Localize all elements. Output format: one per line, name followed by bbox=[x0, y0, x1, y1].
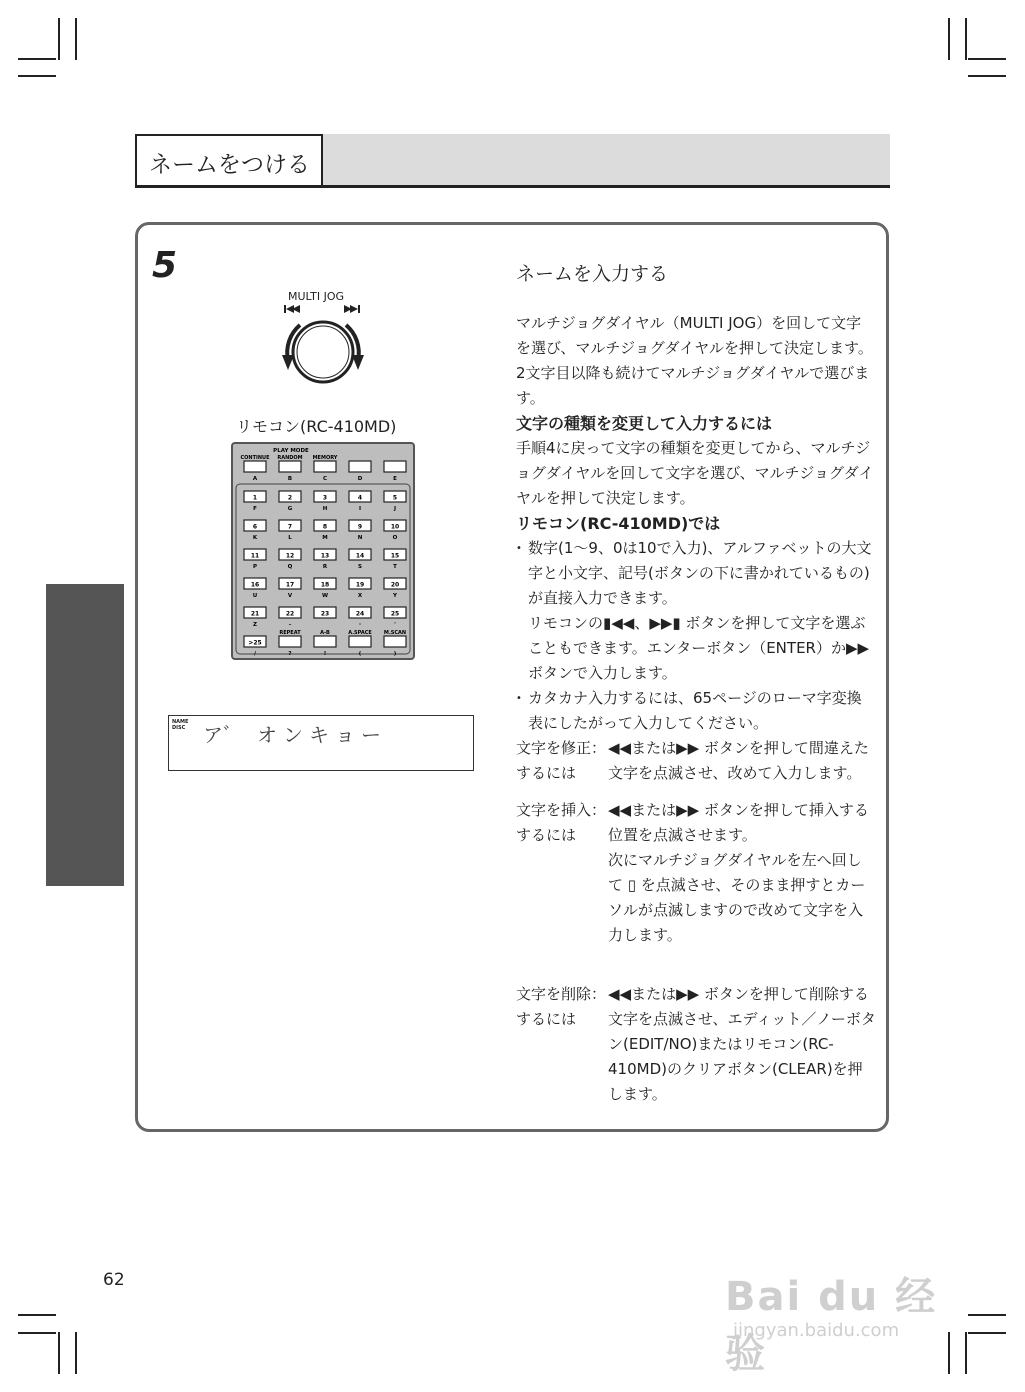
letter-label: I bbox=[358, 506, 362, 512]
watermark-main: Bai du 经验 bbox=[725, 1274, 938, 1377]
letter-label: D bbox=[357, 476, 363, 482]
intro-paragraph: マルチジョグダイヤル（MULTI JOG）を回して文字を選び、マルチジョグダイヤルを押して決定します。2文字目以降も続けてマルチジョグダイヤルで選びます。 bbox=[516, 314, 873, 407]
header-bar bbox=[323, 134, 890, 186]
crop-mark bbox=[58, 18, 60, 60]
mode-button-name: RANDOM bbox=[277, 455, 303, 461]
insert-instruction bbox=[516, 798, 876, 948]
letter-label: A bbox=[252, 476, 258, 482]
side-tab bbox=[46, 584, 124, 886]
mode-button[interactable] bbox=[314, 461, 336, 472]
letter-label: ! bbox=[323, 651, 327, 657]
letter-label: K bbox=[252, 535, 258, 541]
number-button-label: 1 bbox=[252, 494, 258, 502]
letter-label: R bbox=[322, 564, 328, 570]
page-number: 62 bbox=[103, 1270, 125, 1290]
mode-button[interactable] bbox=[349, 461, 371, 472]
function-label: A.SPACE bbox=[348, 630, 372, 636]
delete-term: 文字を削除：するには bbox=[516, 985, 607, 1028]
letter-label: O bbox=[392, 535, 398, 541]
function-label: REPEAT bbox=[279, 630, 301, 636]
section-title: ネームをつける bbox=[149, 152, 310, 178]
number-button-label: 11 bbox=[250, 552, 260, 560]
multi-jog-illustration bbox=[270, 290, 380, 390]
letter-label: / bbox=[253, 651, 257, 657]
number-button-label: 23 bbox=[320, 610, 330, 618]
change-type-paragraph: 手順4に戻って文字の種類を変更してから、マルチジョグダイヤルを回して文字を選び、マルチジョグダイヤルを押して決定します。 bbox=[516, 439, 874, 507]
section-header bbox=[135, 134, 890, 186]
number-button-label: 18 bbox=[320, 581, 330, 589]
letter-label: M bbox=[322, 535, 328, 541]
insert-desc: ◀◀または▶▶ ボタンを押して挿入する位置を点滅させます。 bbox=[608, 801, 869, 844]
crop-mark bbox=[968, 58, 1006, 60]
number-button[interactable] bbox=[279, 636, 301, 647]
crop-mark bbox=[18, 75, 56, 77]
letter-label: E bbox=[393, 476, 397, 482]
mode-button[interactable] bbox=[244, 461, 266, 472]
multi-jog-label: MULTI JOG bbox=[288, 290, 345, 303]
number-button-label: 7 bbox=[287, 523, 293, 531]
content-heading: ネームを入力する bbox=[516, 263, 669, 285]
letter-label: L bbox=[288, 535, 292, 541]
modify-desc: ◀◀または▶▶ ボタンを押して間違えた文字を点滅させ、改めて入力します。 bbox=[608, 739, 869, 782]
letter-label: F bbox=[253, 506, 257, 512]
letter-label: Q bbox=[287, 564, 293, 570]
remote-illustration bbox=[231, 442, 415, 660]
number-button-label: 21 bbox=[250, 610, 260, 618]
crop-mark bbox=[75, 18, 77, 60]
letter-label: J bbox=[393, 506, 397, 512]
number-button-label: 24 bbox=[355, 610, 365, 618]
disc-indicator: DISC bbox=[172, 725, 186, 731]
crop-mark bbox=[965, 1332, 967, 1374]
number-button-label: 6 bbox=[252, 523, 258, 531]
letter-label: Y bbox=[393, 593, 397, 599]
letter-label: T bbox=[393, 564, 397, 570]
letter-label: P bbox=[252, 564, 258, 570]
insert-term: 文字を挿入：するには bbox=[516, 801, 607, 844]
mode-button-name: MEMORY bbox=[312, 455, 338, 461]
multi-jog-dial-icon bbox=[270, 290, 380, 390]
number-button[interactable] bbox=[384, 636, 406, 647]
number-button-label: 10 bbox=[390, 523, 400, 531]
bullet-direct-input-text: • 数字(1～9、0は10で入力)、アルファベットの大文字と小文字、記号(ボタンの下に書かれているもの)が直接入力できます。 bbox=[528, 539, 872, 607]
letter-label: ' bbox=[394, 622, 396, 628]
letter-label: X bbox=[357, 593, 363, 599]
subheading-change-type: 文字の種類を変更して入力するには bbox=[516, 414, 773, 433]
modify-instruction bbox=[516, 736, 876, 786]
subheading-remote: リモコン(RC-410MD)では bbox=[516, 514, 721, 533]
delete-desc: ◀◀または▶▶ ボタンを押して削除する文字を点滅させ、エディット／ノーボタン(EDIT/NO)またはリモコン(RC-410MD)のクリアボタン(CLEAR)を押します。 bbox=[608, 985, 876, 1103]
letter-label: S bbox=[358, 564, 362, 570]
number-button-label: 22 bbox=[285, 610, 295, 618]
number-button[interactable] bbox=[314, 636, 336, 647]
mode-button-name: CONTINUE bbox=[240, 455, 270, 461]
number-button-label: 8 bbox=[322, 523, 328, 531]
number-button-label: 5 bbox=[392, 494, 398, 502]
number-button-label: >25 bbox=[248, 639, 262, 647]
number-button-label: 17 bbox=[285, 581, 295, 589]
letter-label: V bbox=[287, 593, 293, 599]
number-button-label: 14 bbox=[355, 552, 365, 560]
crop-mark bbox=[965, 18, 967, 60]
function-label: M.SCAN bbox=[383, 630, 407, 636]
remote-label: リモコン(RC-410MD) bbox=[236, 417, 397, 436]
insert-desc-2: 次にマルチジョグダイヤルを左へ回して ▯ を点滅させ、そのまま押すとカーソルが点滅しますので改めて文字を入力します。 bbox=[608, 851, 866, 944]
crop-mark bbox=[968, 1314, 1006, 1316]
mode-button[interactable] bbox=[384, 461, 406, 472]
insert-desc-block bbox=[608, 798, 876, 948]
number-button-label: 2 bbox=[287, 494, 293, 502]
crop-mark bbox=[18, 58, 56, 60]
number-button-label: 19 bbox=[355, 581, 365, 589]
number-button-label: 9 bbox=[357, 523, 363, 531]
letter-label: U bbox=[252, 593, 258, 599]
function-label: A-B bbox=[320, 630, 330, 636]
display-labels bbox=[172, 719, 188, 731]
step-number: 5 bbox=[152, 245, 178, 286]
crop-mark bbox=[18, 1314, 56, 1316]
letter-label: ・ bbox=[357, 622, 363, 628]
letter-label: ) bbox=[393, 651, 397, 657]
number-button-label: 20 bbox=[390, 581, 400, 589]
play-mode-label: PLAY MODE bbox=[273, 448, 309, 454]
letter-label: ( bbox=[358, 651, 362, 657]
crop-mark bbox=[75, 1332, 77, 1374]
number-button-label: 15 bbox=[390, 552, 400, 560]
number-button-label: 12 bbox=[285, 552, 295, 560]
letter-label: Z bbox=[253, 622, 257, 628]
crop-mark bbox=[968, 1332, 1006, 1334]
header-tab bbox=[135, 134, 323, 186]
letter-label: N bbox=[357, 535, 363, 541]
number-button-label: 4 bbox=[357, 494, 363, 502]
instructions bbox=[516, 262, 876, 1107]
display-text: アﾞ オンキョー bbox=[203, 723, 388, 747]
number-button-label: 3 bbox=[322, 494, 328, 502]
watermark-url: jingyan.baidu.com bbox=[733, 1320, 900, 1341]
letter-label: C bbox=[322, 476, 328, 482]
remote-buttons bbox=[233, 444, 413, 658]
crop-mark bbox=[968, 75, 1006, 77]
crop-mark bbox=[948, 18, 950, 60]
delete-instruction bbox=[516, 982, 876, 1107]
number-button-label: 25 bbox=[390, 610, 400, 618]
letter-label: B bbox=[287, 476, 293, 482]
header-rule bbox=[135, 185, 890, 188]
number-button[interactable] bbox=[349, 636, 371, 647]
letter-label: ? bbox=[288, 651, 292, 657]
crop-mark bbox=[18, 1332, 56, 1334]
letter-label: H bbox=[322, 506, 328, 512]
mode-button[interactable] bbox=[279, 461, 301, 472]
modify-term: 文字を修正：するには bbox=[516, 739, 607, 782]
number-button-label: 13 bbox=[320, 552, 330, 560]
bullet-katakana: • カタカナ入力するには、65ページのローマ字変換表にしたがって入力してください。 bbox=[516, 686, 876, 736]
crop-mark bbox=[58, 1332, 60, 1374]
baidu-watermark bbox=[725, 1240, 965, 1377]
number-button-label: 16 bbox=[250, 581, 260, 589]
bullet-direct-input bbox=[516, 536, 876, 686]
display-illustration bbox=[168, 715, 474, 771]
letter-label: G bbox=[287, 506, 293, 512]
bullet-direct-input-cont: リモコンの▮◀◀、▶▶▮ ボタンを押して文字を選ぶこともできます。エンターボタン（ENTER）か▶▶ ボタンで入力します。 bbox=[528, 614, 870, 682]
letter-label: W bbox=[321, 593, 329, 599]
letter-label: – bbox=[288, 622, 292, 628]
name-indicator: NAME bbox=[172, 719, 189, 725]
